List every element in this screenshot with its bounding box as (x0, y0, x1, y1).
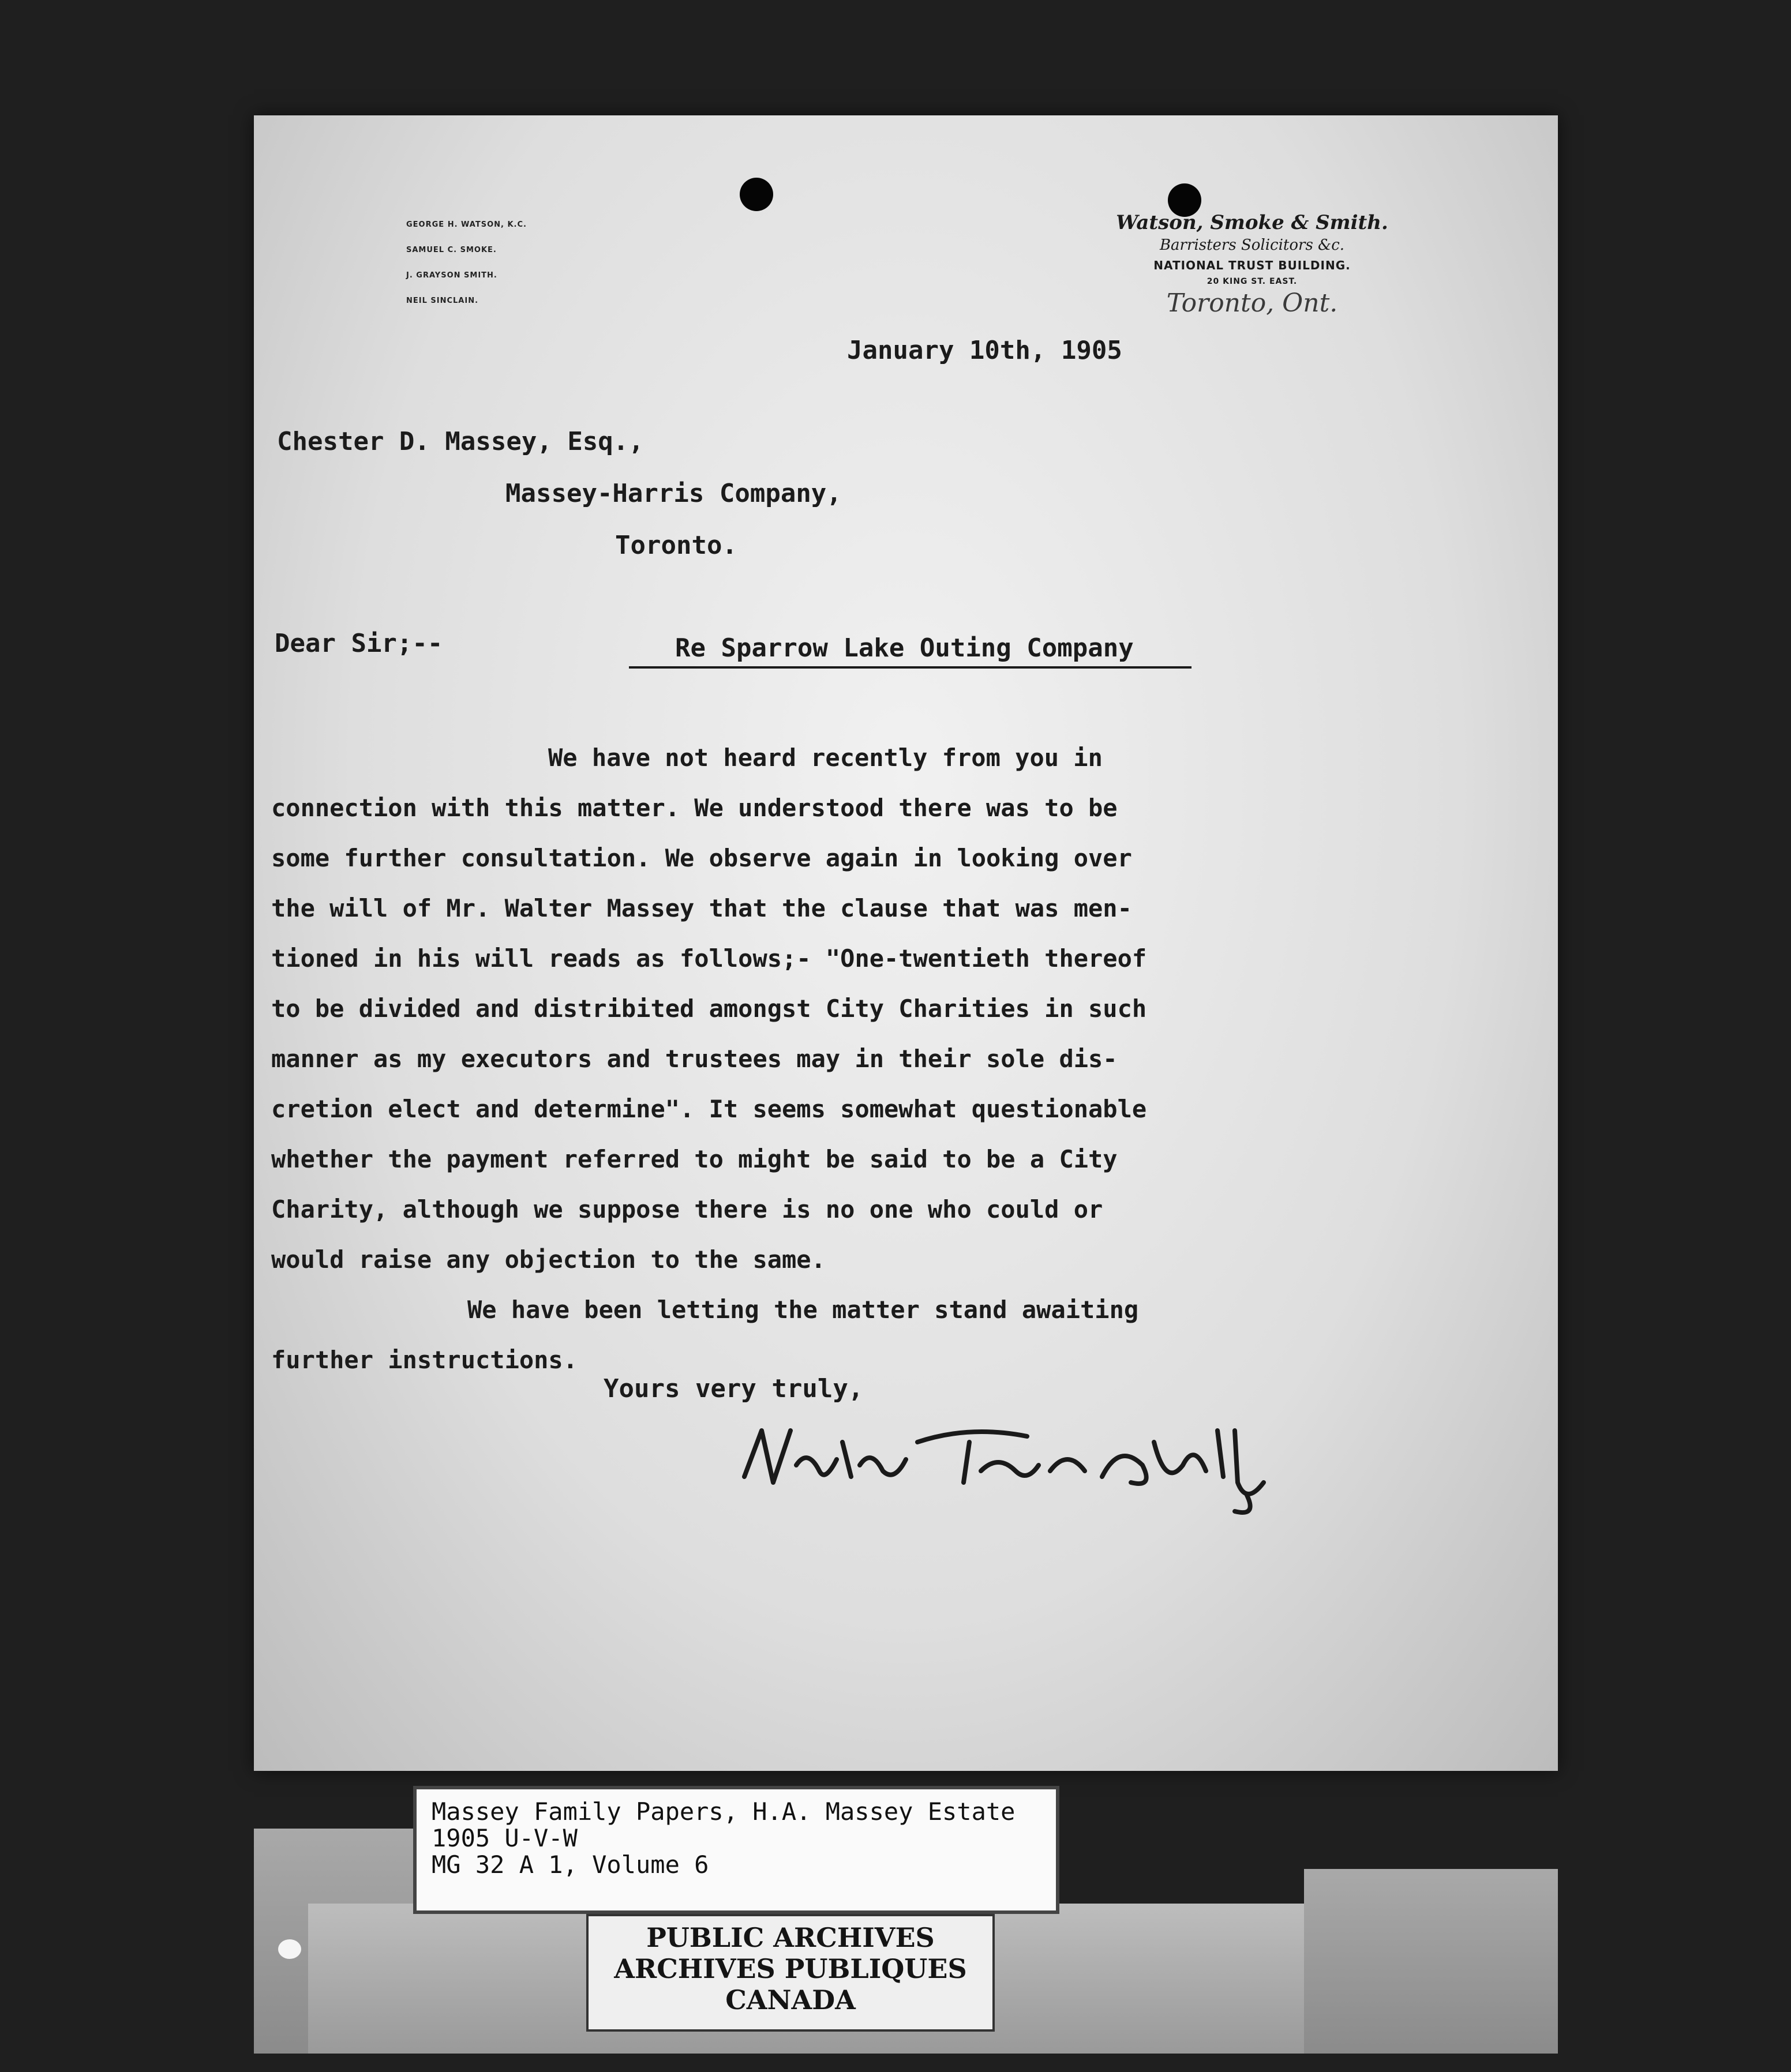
subject-line: Re Sparrow Lake Outing Company (629, 633, 1191, 669)
catalog-volume: MG 32 A 1, Volume 6 (432, 1850, 709, 1879)
stamp-line-english: PUBLIC ARCHIVES (646, 1922, 935, 1953)
letter-body (271, 733, 1212, 1385)
firm-street: 20 KING ST. EAST. (1207, 277, 1298, 286)
punch-hole-left (740, 178, 773, 211)
partner-list (406, 212, 579, 314)
archive-stamp (586, 1914, 995, 2032)
body-line: some further consultation. We observe again in looking over (271, 844, 1132, 872)
recipient-name: Chester D. Massey, Esq., (277, 427, 644, 456)
firm-building: NATIONAL TRUST BUILDING. (1153, 258, 1351, 272)
firm-name: Watson, Smoke & Smith. (1116, 211, 1388, 234)
recipient-city: Toronto. (615, 531, 737, 560)
partner-name: NEIL SINCLAIN. (406, 296, 479, 305)
closing: Yours very truly, (604, 1374, 864, 1403)
film-blemish (278, 1939, 301, 1959)
partner-name: SAMUEL C. SMOKE. (406, 246, 497, 254)
firm-letterhead (1079, 211, 1425, 318)
salutation: Dear Sir;-- (275, 629, 443, 658)
body-line: to be divided and distribited amongst City Charities in such (271, 994, 1147, 1023)
catalog-collection: Massey Family Papers, H.A. Massey Estate (432, 1797, 1016, 1826)
firm-role: Barristers Solicitors &c. (1159, 237, 1345, 254)
recipient-company: Massey-Harris Company, (505, 479, 842, 508)
body-line: tioned in his will reads as follows;- "One-twentieth thereof (271, 944, 1147, 973)
letter-date: January 10th, 1905 (847, 336, 1122, 365)
partner-name: GEORGE H. WATSON, K.C. (406, 220, 527, 229)
body-line: further instructions. (271, 1346, 578, 1374)
film-strip-right (1304, 1869, 1558, 2054)
body-line: manner as my executors and trustees may in their sole dis- (271, 1045, 1118, 1073)
body-line: We have not heard recently from you in (548, 744, 1103, 772)
catalog-label (413, 1786, 1059, 1914)
catalog-series: 1905 U-V-W (432, 1824, 578, 1852)
body-line: whether the payment referred to might be said to be a City (271, 1145, 1118, 1173)
body-line: We have been letting the matter stand awaiting (467, 1296, 1139, 1324)
body-line: cretion elect and determine". It seems somewhat questionable (271, 1095, 1147, 1123)
body-line: the will of Mr. Walter Massey that the clause that was men- (271, 894, 1132, 922)
body-line: would raise any objection to the same. (271, 1245, 826, 1274)
stamp-line-country: CANADA (725, 1984, 856, 2015)
firm-city: Toronto, Ont. (1166, 288, 1338, 318)
body-line: Charity, although we suppose there is no one who could or (271, 1195, 1103, 1223)
stamp-line-french: ARCHIVES PUBLIQUES (614, 1953, 967, 1984)
handwritten-signature (727, 1407, 1281, 1523)
body-line: connection with this matter. We understood there was to be (271, 794, 1118, 822)
partner-name: J. GRAYSON SMITH. (406, 271, 497, 280)
